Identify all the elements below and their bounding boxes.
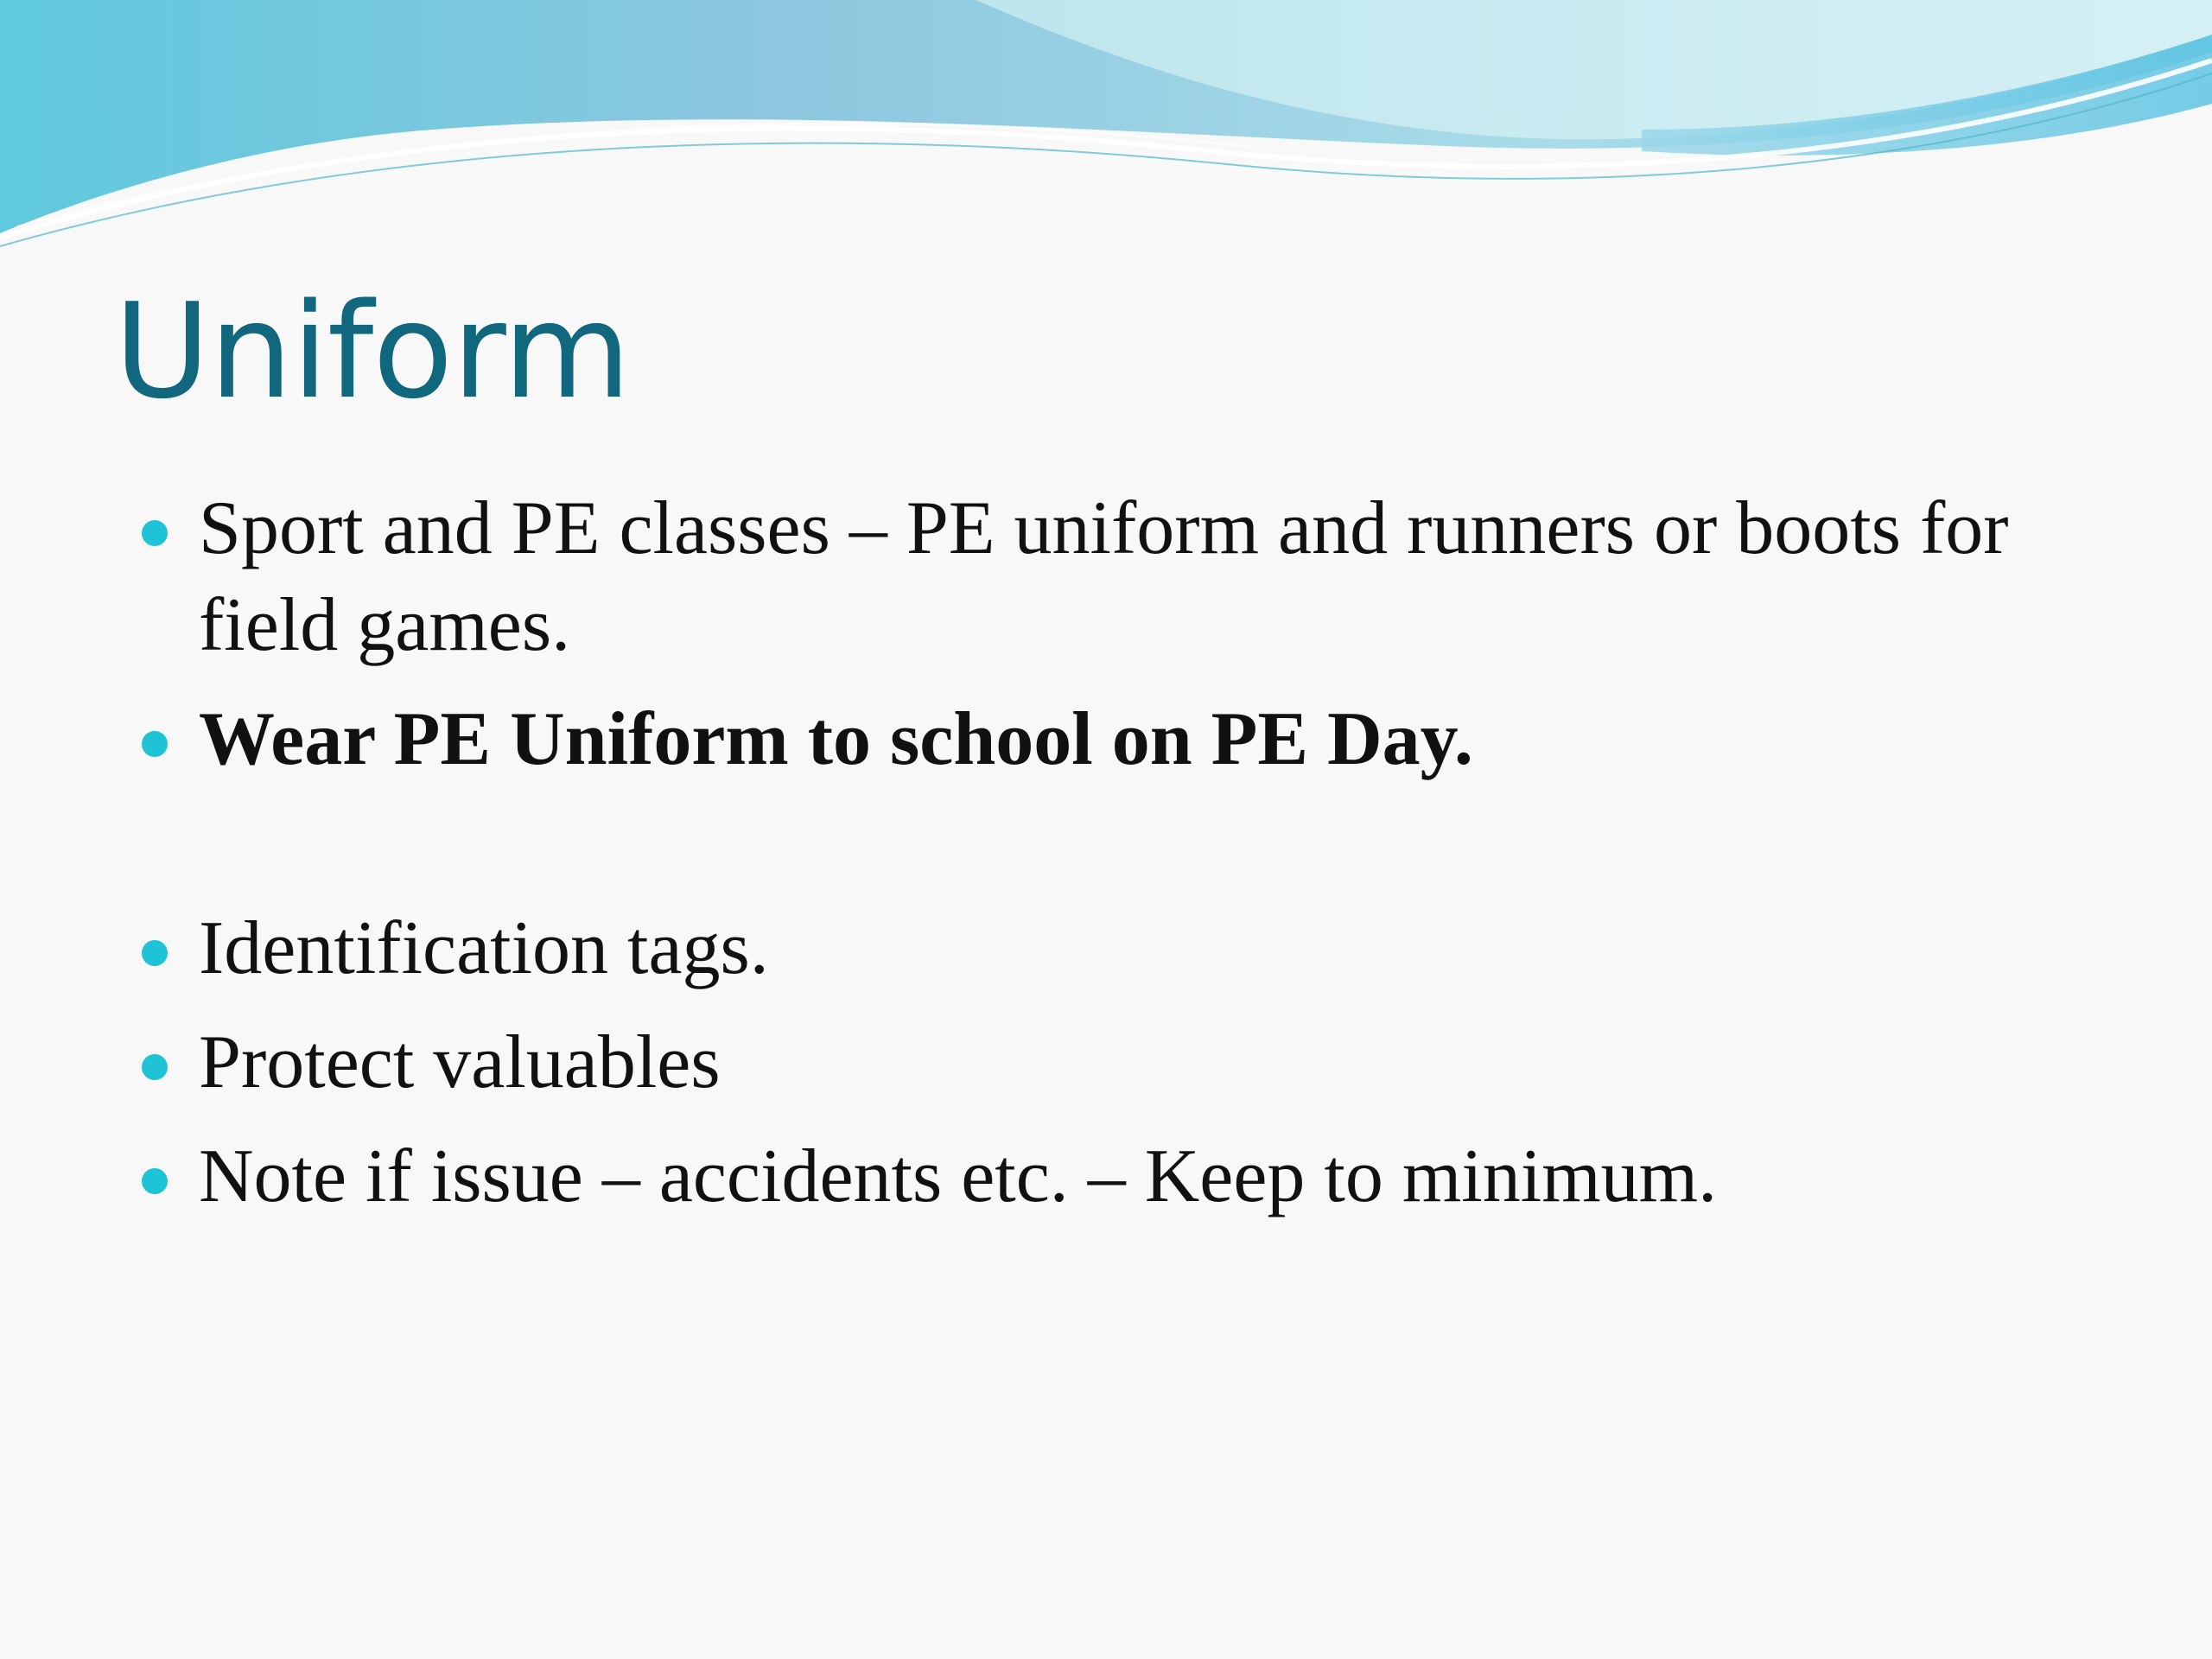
bullet-item-identification bbox=[138, 900, 2082, 997]
slide-title: Uniform bbox=[114, 275, 631, 428]
bullet-item-wear-uniform bbox=[138, 691, 2082, 788]
bullet-list bbox=[138, 480, 2082, 1243]
bullet-text: Sport and PE classes – PE uniform and runners or boots for field games. bbox=[199, 486, 2009, 667]
bullet-text: Protect valuables bbox=[199, 1020, 721, 1104]
bullet-dot-icon bbox=[142, 520, 168, 546]
bullet-text: Note if issue – accidents etc. – Keep to minimum. bbox=[199, 1135, 1718, 1218]
bullet-item-protect-valuables bbox=[138, 1014, 2082, 1111]
bullet-dot-icon bbox=[142, 940, 168, 966]
bullet-item-sport-pe bbox=[138, 480, 2082, 674]
bullet-text: Identification tags. bbox=[199, 906, 769, 990]
bullet-dot-icon bbox=[142, 731, 168, 757]
bullet-item-note-issue bbox=[138, 1128, 2082, 1225]
wave-header-decoration bbox=[0, 0, 2212, 259]
bullet-dot-icon bbox=[142, 1054, 168, 1080]
bullet-text: Wear PE Uniform to school on PE Day. bbox=[199, 697, 1473, 781]
bullet-dot-icon bbox=[142, 1168, 168, 1194]
